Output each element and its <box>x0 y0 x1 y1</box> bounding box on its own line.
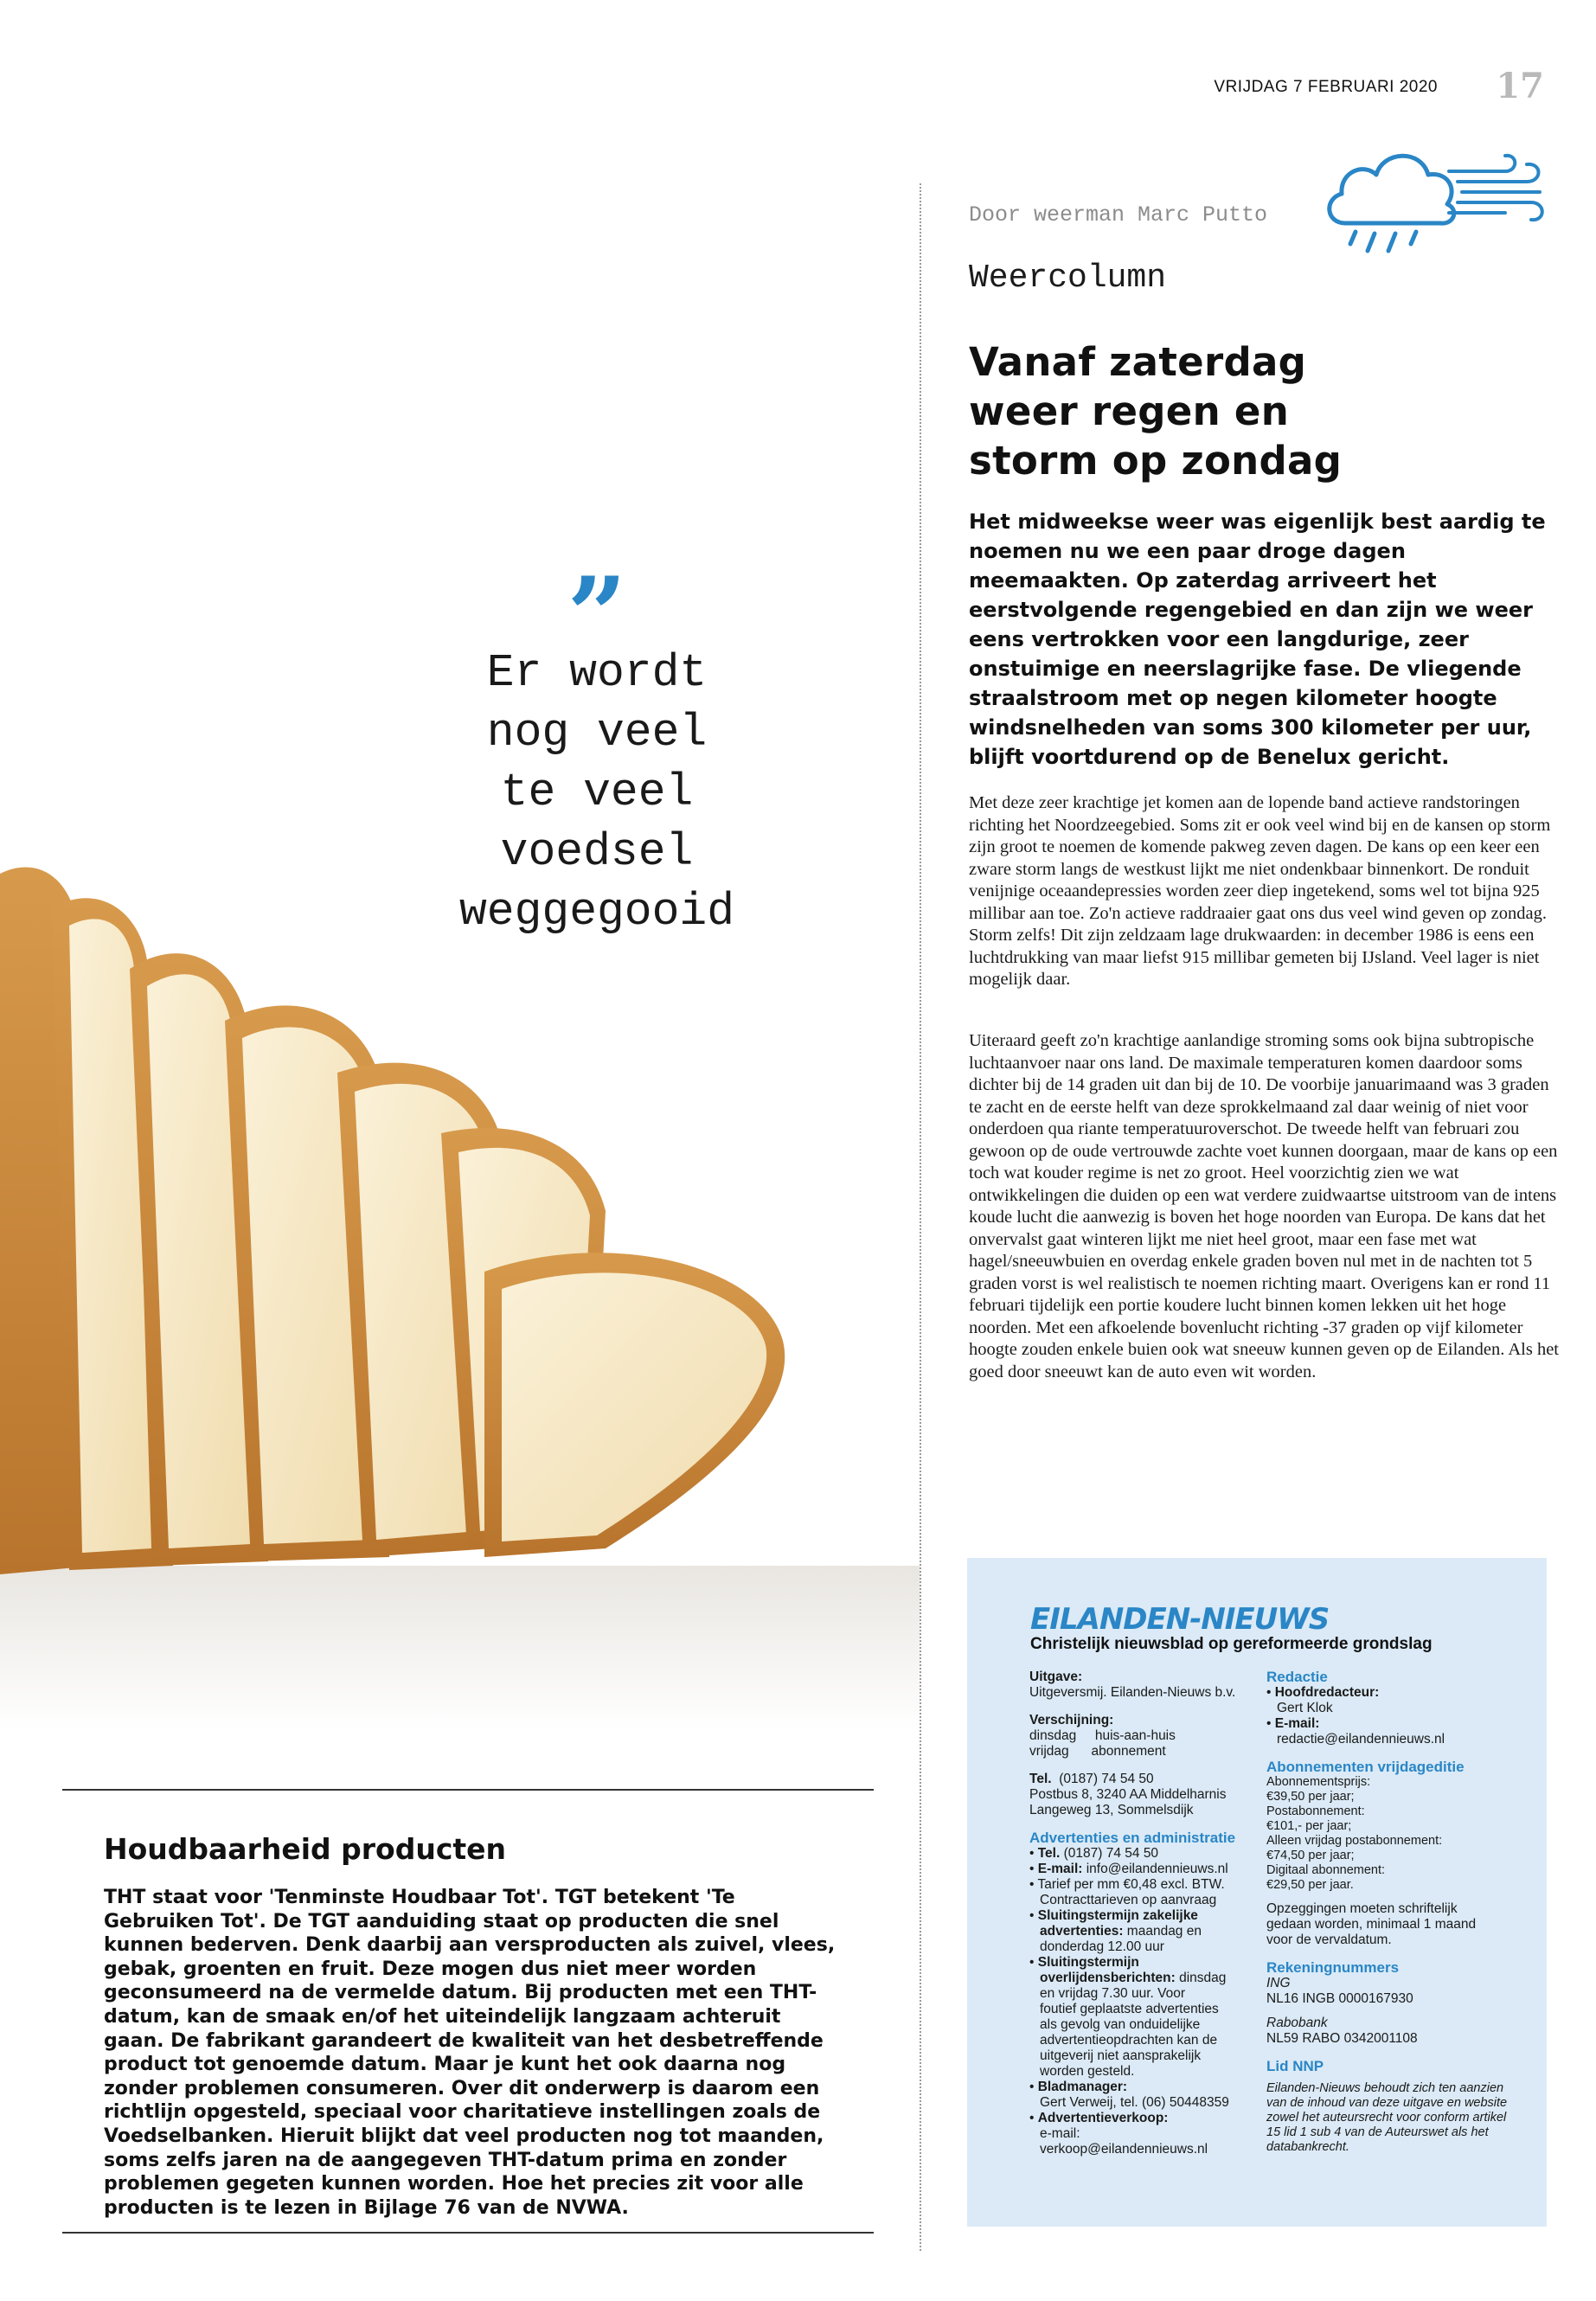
red-email-label: E-mail: <box>1274 1716 1320 1731</box>
newspaper-tagline: Christelijk nieuwsblad op gereformeerde grondslag <box>1030 1635 1433 1653</box>
colophon-right: Redactie • Hoofdredacteur: Gert Klok • E-mail: redactie@eilandennieuws.nl Abonnementen vrijdageditie Abonnementsprijs: €39,50 per jaar; Postabonnement: €101,- per jaar; Alleen vrijdag postabonnement: €74,50 per jaar; Digitaal abonnement: €29,50 per jaar. Opzeggingen moeten schriftelijk gedaan worden, minimaal 1 maand voor de vervaldatum. Rekeningnummers ING NL16 INGB 0000167930 Rabobank NL59 RABO 0342001108 Lid NNP Eilanden-Nieuws behoudt zich ten aanzien van de inhoud van deze uitgave en website zowel het auteursrecht voor conform artikel 15 lid 1 sub 4 van de Auteurswet als het databankrecht. <box>1266 1670 1526 2155</box>
verkoop-label: Advertentieverkoop: <box>1037 2111 1169 2125</box>
disclaimer-line: Eilanden-Nieuws behoudt zich ten aanzien <box>1266 2081 1504 2095</box>
abo-line: Abonnementsprijs: <box>1266 1775 1371 1789</box>
newspaper-logo: EILANDEN-NIEUWS <box>1030 1602 1330 1637</box>
pull-quote-line: Er wordt <box>486 647 708 699</box>
abo-line: €101,- per jaar; <box>1266 1819 1352 1833</box>
overl-label: overlijdensberichten: <box>1040 1971 1176 1985</box>
article-paragraph: Met deze zeer krachtige jet komen aan de lopende band actieve randstoringen richting het Noordzeegebied. Soms zit er ook veel wind bij en de kansen op storm zijn groot te noemen de komende pakweg zeven dagen. De kans op een keer een zware storm langs de westkust lijkt me niet ondenkbaar binnenkort. De ronduit venijnige oceaandepressies worden zeer diep ingetekend, soms wel tot bijna 925 millibar aan toe. Zo'n actieve raddraaier gaat ons dus veel wind geven op zondag. Storm zelfs! Dit zijn zeldzaam lage drukwaarden: in december 1986 is eens een luchtdrukking van maar liefst 915 millibar gemeten bij IJsland. Veel lager is niet mogelijk daar. <box>969 793 1551 989</box>
nnp-label: Lid NNP <box>1266 2058 1324 2074</box>
overl-value: foutief geplaatste advertenties <box>1040 2002 1219 2016</box>
overl-value: als gevolg van onduidelijke <box>1040 2017 1201 2032</box>
address-line: Postbus 8, 3240 AA Middelharnis <box>1029 1787 1227 1802</box>
article-intro: Het midweekse weer was eigenlijk best aardig te noemen nu we een paar droge dagen meemaakten. Op zaterdag arriveert het eerstvolgende regengebied en dan zijn we weer eens vertrokken voor een langdurige, zeer onstuimige en neerslagrijke fase. De vliegende straalstroom met op negen kilometer hoogte windsnelheden van soms 300 kilometer per uur, blijft voortdurend op de Benelux gericht. <box>969 510 1546 769</box>
article-rule-top <box>62 1789 874 1791</box>
opzegging-line: Opzeggingen moeten schriftelijk <box>1266 1901 1458 1916</box>
adv-email-label: E-mail: <box>1037 1862 1083 1876</box>
abo-line: €39,50 per jaar; <box>1266 1790 1355 1804</box>
cloud-rain-wind-icon <box>1319 145 1557 266</box>
disclaimer-line: databankrecht. <box>1266 2140 1349 2154</box>
sluit-label: advertenties: <box>1040 1924 1124 1939</box>
overl-value: worden gesteld. <box>1040 2064 1135 2079</box>
bladmanager-label: Bladmanager: <box>1037 2080 1128 2094</box>
hoofdred-label: Hoofdredacteur: <box>1274 1685 1380 1700</box>
sluit-value: maandag en <box>1126 1924 1202 1939</box>
disclaimer-line: 15 lid 1 sub 4 van de Auteurswet als het <box>1266 2125 1489 2139</box>
disclaimer-line: zowel het auteursrecht voor conform artikel <box>1266 2111 1507 2125</box>
disclaimer-line: van de inhoud van deze uitgave en website <box>1266 2096 1508 2110</box>
adv-tel: (0187) 74 54 50 <box>1063 1846 1159 1861</box>
bank-number: NL16 INGB 0000167930 <box>1266 1991 1413 2006</box>
adv-email-link[interactable]: info@eilandennieuws.nl <box>1086 1862 1228 1876</box>
column-divider <box>920 183 921 2251</box>
page-date: VRIJDAG 7 FEBRUARI 2020 <box>1214 78 1438 96</box>
byline: Door weerman Marc Putto <box>969 202 1268 228</box>
verschijning-line: dinsdag huis-aan-huis <box>1029 1728 1176 1743</box>
abo-line: €29,50 per jaar. <box>1266 1878 1354 1892</box>
article-title: Houdbaarheid producten <box>104 1832 507 1866</box>
page-number: 17 <box>1496 66 1544 106</box>
overl-value: uitgeverij niet aansprakelijk <box>1040 2048 1202 2063</box>
abo-line: Alleen vrijdag postabonnement: <box>1266 1834 1443 1848</box>
headline <box>969 337 1419 485</box>
verkoop-email-link[interactable]: verkoop@eilandennieuws.nl <box>1040 2142 1208 2157</box>
bank-name: Rabobank <box>1266 2016 1328 2030</box>
column-name: Weercolumn <box>969 260 1167 297</box>
uitgave-value: Uitgeversmij. Eilanden-Nieuws b.v. <box>1029 1685 1236 1700</box>
tel-label: Tel. <box>1029 1772 1052 1786</box>
overl-label: Sluitingstermijn <box>1037 1955 1139 1970</box>
red-email-link[interactable]: redactie@eilandennieuws.nl <box>1277 1732 1445 1747</box>
redactie-heading: Redactie <box>1266 1669 1328 1685</box>
rekening-heading: Rekeningnummers <box>1266 1959 1400 1976</box>
sluit-label: Sluitingstermijn zakelijke <box>1037 1908 1198 1923</box>
article-rule-bottom <box>62 2232 874 2234</box>
quote-mark-icon: ” <box>567 554 627 676</box>
pull-quote-line: voedsel <box>500 826 694 878</box>
abonnementen-heading: Abonnementen vrijdageditie <box>1266 1759 1465 1775</box>
tel-value: (0187) 74 54 50 <box>1059 1772 1154 1786</box>
address-line: Langeweg 13, Sommelsdijk <box>1029 1803 1194 1817</box>
adv-tel-label: Tel. <box>1037 1846 1061 1861</box>
advertenties-heading: Advertenties en administratie <box>1029 1830 1236 1846</box>
abo-line: Postabonnement: <box>1266 1804 1365 1818</box>
adv-tarief: Tarief per mm €0,48 excl. BTW. <box>1037 1877 1225 1892</box>
bank-name: ING <box>1266 1976 1291 1990</box>
sluit-value: donderdag 12.00 uur <box>1040 1939 1164 1954</box>
abo-line: €74,50 per jaar; <box>1266 1849 1355 1862</box>
pull-quote-line: nog veel <box>486 707 708 759</box>
verkoop-value: e-mail: <box>1040 2126 1080 2141</box>
headline-line: storm op zondag <box>969 438 1343 484</box>
pull-quote-line: te veel <box>500 766 694 818</box>
adv-tarief: Contracttarieven op aanvraag <box>1040 1893 1217 1907</box>
article-body: THT staat voor 'Tenminste Houdbaar Tot'. TGT betekent 'Te Gebruiken Tot'. De TGT aanduiding staat op producten die snel kunnen bederven. Denk daarbij aan versproducten als zuivel, vlees, gebak, groenten en fruit. Deze mogen dus niet meer worden geconsumeerd na de vermelde datum. Bij producten met een THT-datum, kan de smaak en/of het uiteindelijk langzaam achteruit gaan. De fabrikant garandeert de kwaliteit van het desbetreffende product tot genoemde datum. Maar je kunt het ook daarna nog zonder problemen consumeren. Over dit onderwerp is daarom een richtlijn opgesteld, speciaal voor charitatieve instellingen zoals de Voedselbanken. Hieruit blijkt dat veel producten nog tot maanden, soms zelfs jaren na de aangegeven THT-datum prima en zonder problemen gegeten kunnen worden. Hoe het precies zit voor alle producten is te lezen in Bijlage 76 van de NVWA. <box>104 1887 836 2219</box>
verschijning-line: vrijdag abonnement <box>1029 1744 1166 1759</box>
hoofdred-value: Gert Klok <box>1277 1701 1333 1715</box>
bread-photo <box>0 856 920 1730</box>
colophon-left: Uitgave: Uitgeversmij. Eilanden-Nieuws b.v. Verschijning: dinsdag huis-aan-huis vrijdag abonnement Tel. (0187) 74 54 50 Postbus 8, 3240 AA Middelharnis Langeweg 13, Sommelsdijk Advertenties en administratie • Tel. (0187) 74 54 50 • E-mail: info@eilandennieuws.nl • Tarief per mm €0,48 excl. BTW. Contracttarieven op aanvraag • Sluitingstermijn zakelijke advertenties: maandag en donderdag 12.00 uur • Sluitingstermijn overlijdensberichten: dinsdag en vrijdag 7.30 uur. Voor foutief geplaatste advertenties als gevolg van onduidelijke advertentieopdrachten kan de uitgeverij niet aansprakelijk worden gesteld. • Bladmanager: Gert Verweij, tel. (06) 50448359 • Advertentieverkoop: e-mail: verkoop@eilandennieuws.nl <box>1029 1670 1241 2157</box>
overl-value: advertentieopdrachten kan de <box>1040 2033 1218 2048</box>
article-paragraph: Uiteraard geeft zo'n krachtige aanlandige stroming soms ook bijna subtropische luchtaanvoer naar ons land. De maximale temperaturen komen daardoor soms dichter bij de 14 graden uit dan bij de 10. De voorbije januarimaand was 3 graden te zacht en de eerste helft van deze sprokkelmaand zal daar weinig of niet voor onderdoen qua riante temperatuuroverschot. De tweede helft van februari zou gewoon op de oude vertrouwde zachte voet kunnen doorgaan, maar de kans op een toch wat kouder regime is net zo groot. Heel voorzichtig zien we wat ontwikkelingen die duiden op een wat verdere zuidwaartse uitstroom van de intens koude lucht die aanwezig is boven het hoge noorden van Europa. De kans dat het onvervalst gaat winteren lijkt me niet heel groot, maar een fase met wat hagel/sneeuwbuien en overdag enkele graden boven nul met in de nachten tot 5 graden vorst is wel realistisch te noemen richting maart. Overigens kan er rond 11 februari tijdelijk een portie koudere lucht binnen komen lekken uit het hoge noorden. Met een afkoelende bovenlucht richting -37 graden op vijf kilometer hoogte zouden enkele buien ook wat sneeuw kunnen geven op de Eilanden. Als het goed door sneeuwt kan de auto even wit worden. <box>969 1031 1560 1381</box>
headline-line: Vanaf zaterdag <box>969 339 1307 385</box>
verschijning-label: Verschijning: <box>1029 1713 1114 1727</box>
bladmanager-value: Gert Verweij, tel. (06) 50448359 <box>1040 2095 1229 2110</box>
overl-value: en vrijdag 7.30 uur. Voor <box>1040 1986 1186 2001</box>
opzegging-line: gedaan worden, minimaal 1 maand <box>1266 1917 1477 1932</box>
abo-line: Digitaal abonnement: <box>1266 1863 1386 1877</box>
uitgave-label: Uitgave: <box>1029 1670 1083 1684</box>
opzegging-line: voor de vervaldatum. <box>1266 1932 1392 1947</box>
bank-number: NL59 RABO 0342001108 <box>1266 2031 1418 2046</box>
overl-value: dinsdag <box>1179 1971 1227 1985</box>
pull-quote-line: weggegooid <box>458 886 735 938</box>
headline-line: weer regen en <box>969 388 1290 434</box>
